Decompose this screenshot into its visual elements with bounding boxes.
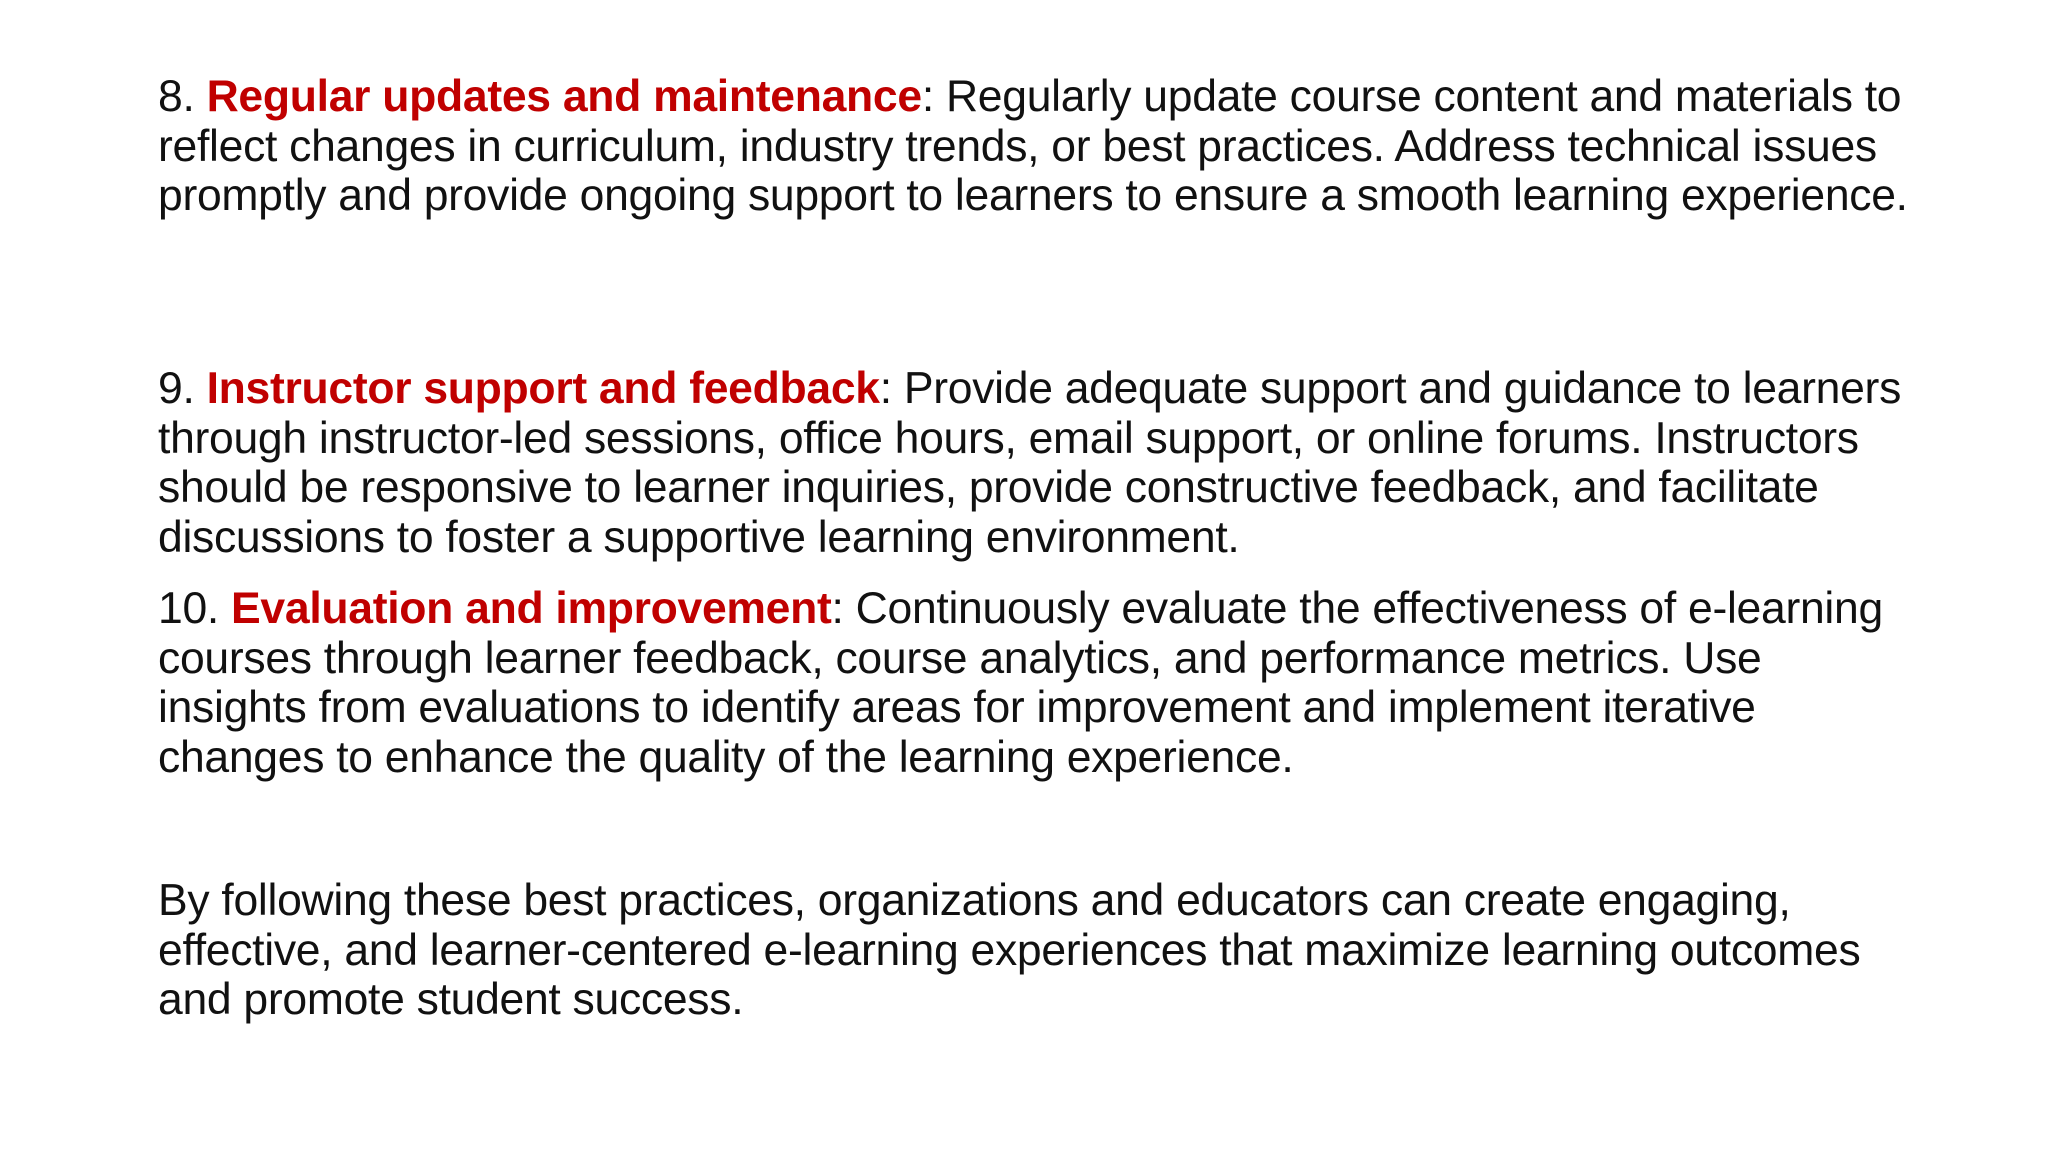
item-9-paragraph (158, 364, 1918, 562)
item-9-body: : Provide adequate support and guidance to learners through instructor-led sessions, office hours, email support, or online forums. Instructors should be responsive to learner inquiries, provide constructive feedback, and facilitate discussions to foster a supportive learning environment. (158, 364, 1902, 562)
item-10-paragraph (158, 584, 1918, 782)
conclusion-paragraph: By following these best practices, organizations and educators can create engaging, effective, and learner-centered e-learning experiences that maximize learning outcomes and promote student success. (158, 876, 1861, 1024)
item-10-body: : Continuously evaluate the effectiveness of e-learning courses through learner feedback, course analytics, and performance metrics. Use insights from evaluations to identify areas for improvement and implement iterative changes to enhance the quality of the learning experience. (158, 584, 1883, 782)
item-8-number: 8. (158, 72, 195, 121)
item-10-number: 10. (158, 584, 219, 633)
item-10-title: Evaluation and improvement (231, 584, 832, 633)
item-9-number: 9. (158, 364, 195, 413)
item-8-title: Regular updates and maintenance (206, 72, 922, 121)
item-9-title: Instructor support and feedback (206, 364, 880, 413)
item-8-paragraph (158, 72, 1918, 221)
item-8-body: : Regularly update course content and materials to reflect changes in curriculum, industry trends, or best practices. Address technical issues promptly and provide ongoing support to learners to ensure a smooth learning experience. (158, 72, 1908, 220)
